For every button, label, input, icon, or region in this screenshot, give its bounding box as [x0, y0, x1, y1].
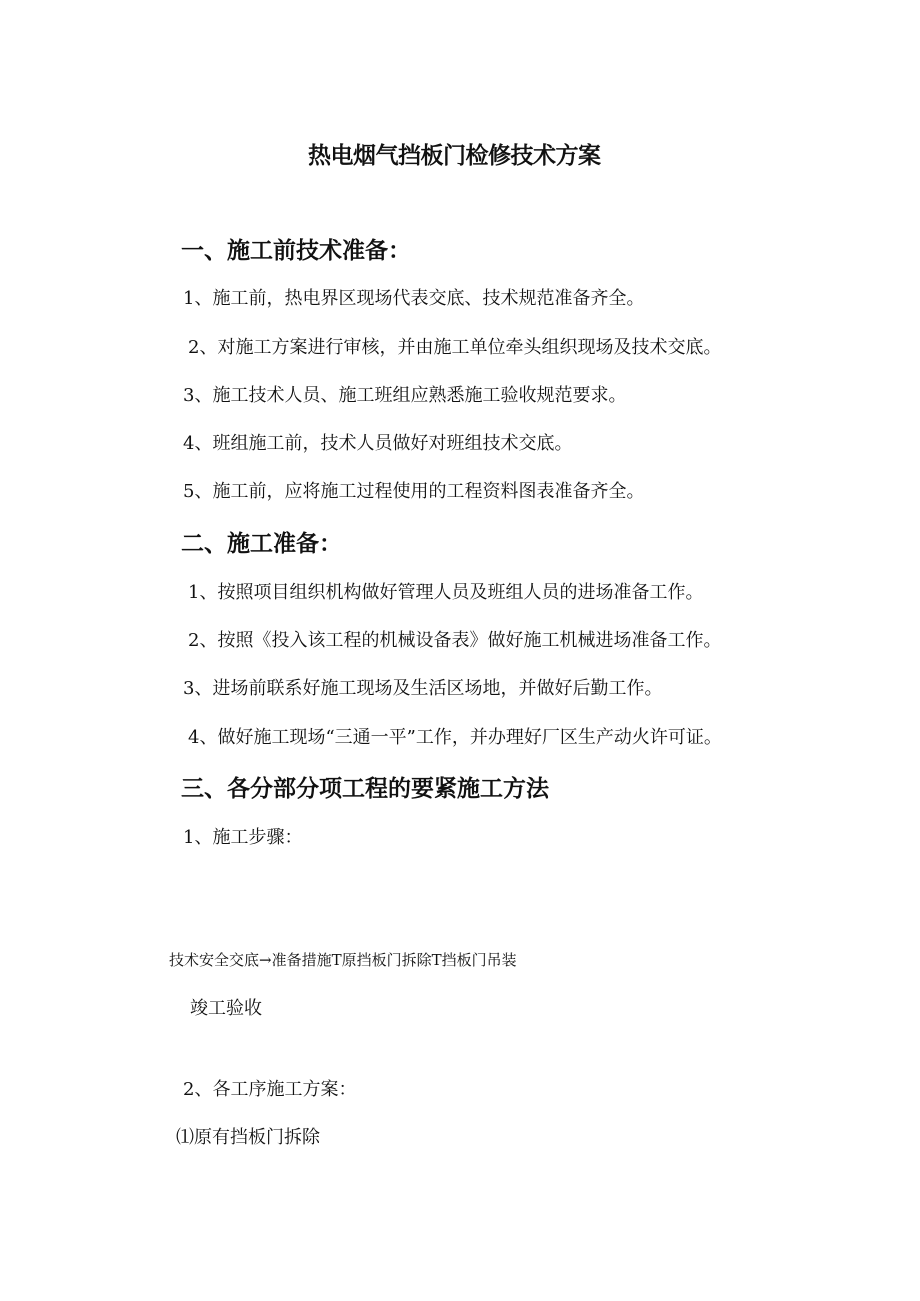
process-flow-line: 技术安全交底→准备措施T原挡板门拆除T挡板门吊装	[169, 951, 517, 969]
procedures-label: 2、各工序施工方案：	[183, 1079, 357, 1100]
section-2-item-2: 2、按照《投入该工程的机械设备表》做好施工机械进场准备工作。	[188, 630, 722, 651]
section-1-item-2: 2、对施工方案进行审核，并由施工单位牵头组织现场及技术交底。	[188, 337, 722, 358]
section-1-item-4: 4、班组施工前，技术人员做好对班组技术交底。	[183, 433, 573, 454]
procedure-item-1: ⑴原有挡板门拆除	[176, 1127, 320, 1148]
section-3-heading: 三、各分部分项工程的要紧施工方法	[181, 776, 549, 802]
process-flow-end: 竣工验收	[190, 998, 262, 1019]
section-1-heading: 一、施工前技术准备：	[181, 238, 411, 264]
construction-steps-label: 1、施工步骤：	[183, 827, 303, 848]
section-2-item-3: 3、进场前联系好施工现场及生活区场地，并做好后勤工作。	[183, 678, 663, 699]
section-1-item-5: 5、施工前，应将施工过程使用的工程资料图表准备齐全。	[183, 481, 645, 502]
section-1-item-3: 3、施工技术人员、施工班组应熟悉施工验收规范要求。	[183, 385, 627, 406]
section-2-item-4: 4、做好施工现场“三通一平”工作，并办理好厂区生产动火许可证。	[188, 727, 722, 748]
document-title: 热电烟气挡板门检修技术方案	[308, 143, 601, 169]
section-1-item-1: 1、施工前，热电界区现场代表交底、技术规范准备齐全。	[183, 288, 645, 309]
section-2-item-1: 1、按照项目组织机构做好管理人员及班组人员的进场准备工作。	[188, 582, 704, 603]
section-2-heading: 二、施工准备：	[181, 531, 342, 557]
